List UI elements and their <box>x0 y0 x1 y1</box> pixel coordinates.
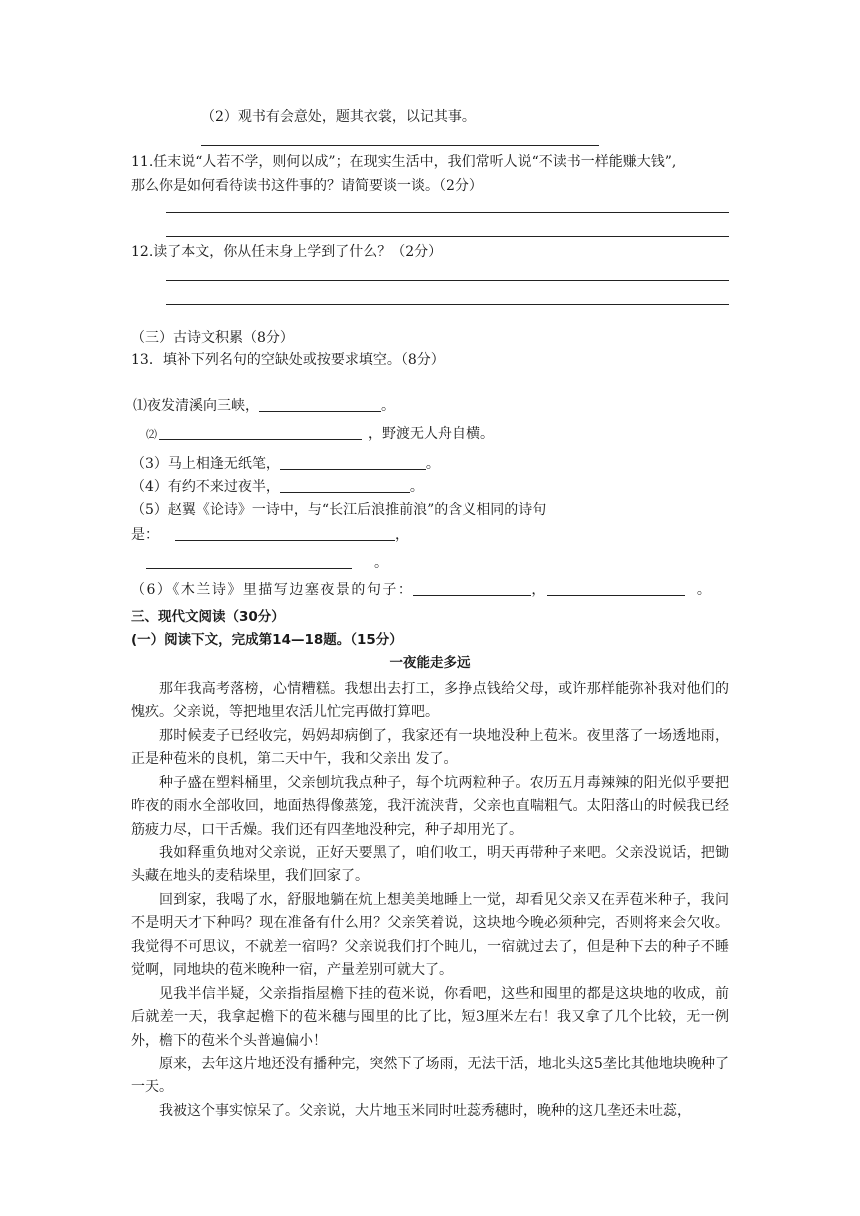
paragraph: 我如释重负地对父亲说，正好天要黑了，咱们收工，明天再带种子来吧。父亲没说话，把锄头藏在地头的麦秸垛里，我们回家了。 <box>131 845 729 885</box>
poem-3-suffix: 。 <box>425 456 440 472</box>
paragraph: 我被这个事实惊呆了。父亲说，大片地玉米同时吐蕊秀穗时，晚种的这几垄还未吐蕊， <box>159 1103 691 1119</box>
poem-1-prefix: ⑴夜发清溪向三峡， <box>133 398 259 414</box>
blank-field[interactable] <box>413 581 531 596</box>
poem-5-line2 <box>131 525 409 545</box>
blank-field[interactable] <box>175 526 395 541</box>
blank-field[interactable] <box>259 397 381 412</box>
poem-5-period: 。 <box>374 555 388 571</box>
blank-field[interactable] <box>146 554 352 569</box>
poem-4 <box>131 477 424 497</box>
answer-line[interactable] <box>166 236 729 237</box>
blank-field[interactable] <box>280 455 426 470</box>
poem-1-suffix: 。 <box>381 398 395 414</box>
poem-6-mid: ， <box>531 582 547 598</box>
answer-line[interactable] <box>166 212 729 213</box>
q11-line1: 11.任末说“人若不学，则何以成”；在现实生活中，我们常听人说“不读书一样能赚大钱”, <box>131 154 677 170</box>
poem-4-prefix: （4）有约不来过夜半， <box>131 479 280 495</box>
paragraph: 原来，去年这片地还没有播种完，突然下了场雨，无法干活，地北头这5垄比其他地块晚种了一天。 <box>131 1056 729 1096</box>
poem-6-prefix: （6）《木兰诗》里描写边塞夜景的句子： <box>131 582 414 598</box>
blank-field[interactable] <box>159 425 362 440</box>
poem-2 <box>146 424 494 445</box>
paragraph: 回到家，我喝了水，舒服地躺在炕上想美美地睡上一觉，却看见父亲又在弄苞米种子，我问不是明天才下种吗？现在准备有什么用？父亲笑着说，这块地今晚必须种完，否则将来会欠收。我觉得不可思议，不就差一宿吗？父亲说我们打个盹儿，一宿就过去了，但是种下去的种子不睡觉啊，同地块的苞米晚种一宿，产量差别可就大了。 <box>131 892 729 979</box>
part-title: 三、现代文阅读（30分） <box>131 609 285 625</box>
poem-2-suffix: ，野渡无人舟自横。 <box>368 426 494 442</box>
article-title: 一夜能走多远 <box>389 655 471 671</box>
poem-3-prefix: （3）马上相逢无纸笔， <box>131 456 280 472</box>
poem-4-suffix: 。 <box>409 479 424 495</box>
answer-line[interactable] <box>201 145 599 146</box>
q13: 13．填补下列名句的空缺处或按要求填空。（8分） <box>131 352 445 368</box>
poem-5-line1: （5）赵翼《论诗》一诗中，与“长江后浪推前浪”的含义相同的诗句 <box>131 502 547 518</box>
paragraph: 那年我高考落榜，心情糟糕。我想出去打工，多挣点钱给父母，或许那样能弥补我对他们的愧疚。父亲说，等把地里农活儿忙完再做打算吧。 <box>131 681 729 721</box>
poem-5-prefix: 是： <box>131 527 159 543</box>
poem-6-suffix: 。 <box>696 582 713 598</box>
paragraph: 种子盛在塑料桶里，父亲刨坑我点种子，每个坑两粒种子。农历五月毒辣辣的阳光似乎要把昨夜的雨水全部收回，地面热得像蒸笼，我汗流浃背，父亲也直喘粗气。太阳落山的时候我已经筋疲力尽，口干舌燥。我们还有四垄地没种完，种子却用光了。 <box>131 775 729 838</box>
section-title: （三）古诗文积累（8分） <box>131 330 294 346</box>
paragraph: 见我半信半疑，父亲指指屋檐下挂的苞米说，你看吧，这些和囤里的都是这块地的收成，前后就差一天，我拿起檐下的苞米穗与囤里的比了比，短3厘米左右！我又拿了几个比较，无一例外，檐下的苞米个头普遍偏小！ <box>131 986 729 1049</box>
q11-line2: 那么你是如何看待读书这件事的？请简要谈一谈。（2分） <box>131 178 483 194</box>
answer-line[interactable] <box>166 280 729 281</box>
poem-5-line3 <box>146 553 388 573</box>
poem-1 <box>133 396 395 416</box>
poem-3 <box>131 454 440 474</box>
poem-5-comma: ， <box>395 527 409 543</box>
part-subtitle: (一）阅读下文，完成第14—18题。（15分） <box>131 632 403 648</box>
blank-field[interactable] <box>547 581 685 596</box>
poem-2-prefix: ⑵ <box>146 428 157 441</box>
q10-item2: （2）观书有会意处，题其衣裳，以记其事。 <box>201 109 476 125</box>
poem-6 <box>131 580 712 600</box>
paragraph: 那时候麦子已经收完，妈妈却病倒了，我家还有一块地没种上苞米。夜里落了一场透地雨，正是种苞米的良机，第二天中午，我和父亲出 发了。 <box>131 728 729 768</box>
blank-field[interactable] <box>280 478 410 493</box>
q12: 12.读了本文，你从任末身上学到了什么？（2分） <box>131 244 443 260</box>
answer-line[interactable] <box>166 304 729 305</box>
